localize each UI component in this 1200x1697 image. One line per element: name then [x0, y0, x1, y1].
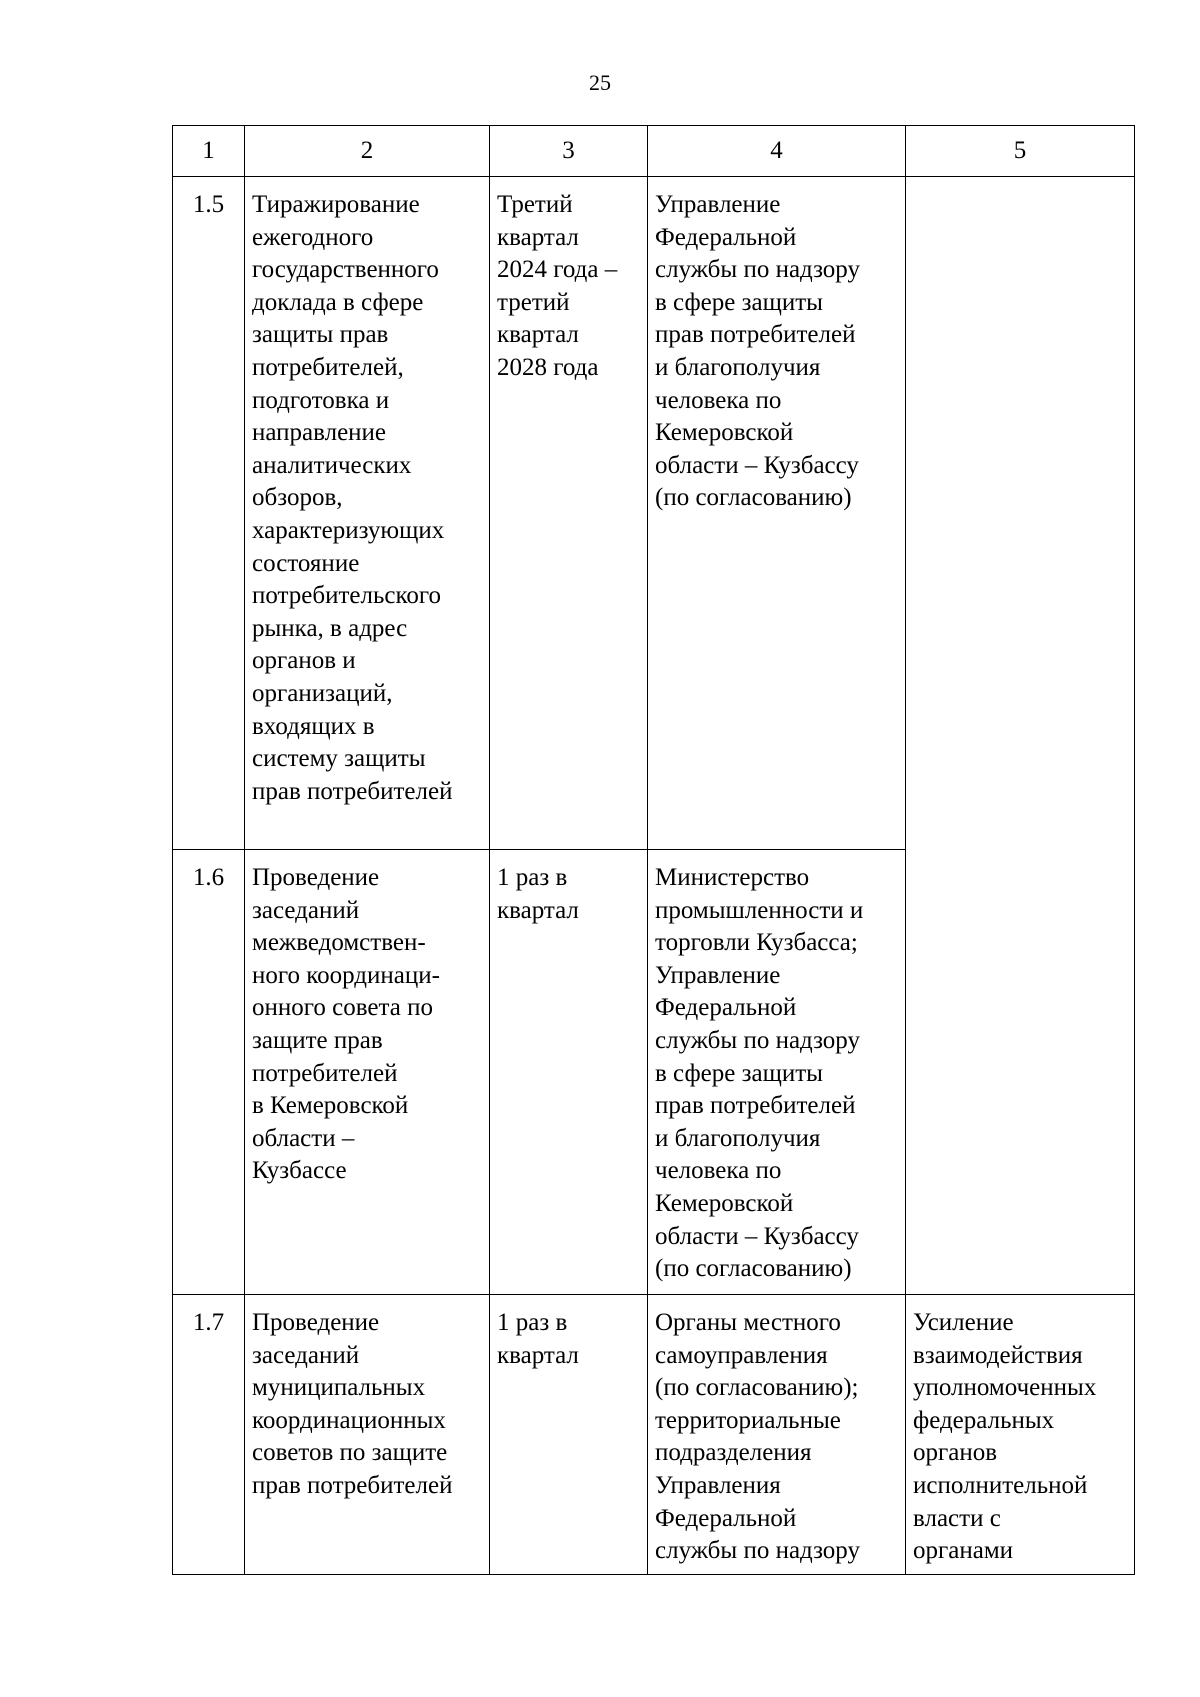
cell-line: заседаний — [252, 896, 360, 924]
cell-line: службы по надзору — [655, 256, 860, 284]
activity-cell — [245, 177, 490, 850]
cell-line: области – Кузбассу — [655, 451, 859, 479]
cell-line: территориальные — [655, 1406, 841, 1434]
cell-line: прав потребителей — [252, 1471, 453, 1499]
cell-line: потребителей — [252, 1059, 398, 1087]
column-header: 5 — [906, 126, 1135, 177]
cell-line: межведомствен- — [252, 929, 426, 957]
cell-line: доклада в сфере — [252, 288, 424, 316]
row-number: 1.5 — [173, 177, 245, 850]
cell-line: (по согласованию) — [655, 1255, 852, 1283]
cell-line: квартал — [497, 321, 579, 349]
cell-line: рынка, в адрес — [252, 614, 408, 642]
activity-cell — [245, 850, 490, 1295]
plan-table — [172, 125, 1135, 1575]
result-cell — [906, 177, 1135, 1295]
cell-line: координационных — [252, 1406, 446, 1434]
term-cell — [490, 850, 648, 1295]
cell-line: ежегодного — [252, 223, 374, 251]
cell-line: советов по защите — [252, 1439, 448, 1467]
cell-line: 1 раз в — [497, 864, 568, 891]
cell-line: 2024 года – — [497, 256, 618, 284]
cell-line: прав потребителей — [655, 1092, 856, 1120]
executor-cell — [648, 850, 906, 1295]
cell-line: прав потребителей — [252, 777, 453, 805]
cell-line: в сфере защиты — [655, 1059, 823, 1087]
cell-line: Кузбассе — [252, 1157, 347, 1185]
cell-line: человека по — [655, 386, 782, 414]
cell-line: торговли Кузбасса; — [655, 929, 858, 957]
term-cell — [490, 1295, 648, 1575]
executor-cell — [648, 1295, 906, 1575]
activity-cell — [245, 1295, 490, 1575]
cell-line: органов — [913, 1439, 998, 1467]
executor-cell — [648, 177, 906, 850]
cell-line: службы по надзору — [655, 1537, 860, 1565]
table-header-row — [173, 126, 1135, 177]
cell-line: квартал — [497, 1341, 579, 1369]
cell-line: органов и — [252, 647, 356, 675]
cell-line: состояние — [252, 549, 360, 577]
cell-line: Кемеровской — [655, 1189, 794, 1217]
cell-line: ного координаци- — [252, 961, 440, 989]
cell-line: государственного — [252, 256, 439, 284]
cell-line: Министерство — [655, 864, 810, 891]
page-number: 25 — [589, 70, 611, 95]
cell-line: Федеральной — [655, 223, 797, 251]
result-cell — [906, 1295, 1135, 1575]
cell-line: (по согласованию); — [655, 1374, 859, 1402]
cell-line: Федеральной — [655, 1504, 797, 1532]
cell-line: прав потребителей — [655, 321, 856, 349]
cell-line: самоуправления — [655, 1341, 828, 1369]
cell-line: 1 раз в — [497, 1309, 568, 1336]
term-cell — [490, 177, 648, 850]
cell-line: характеризующих — [252, 516, 445, 544]
cell-line: службы по надзору — [655, 1026, 860, 1054]
cell-line: Управление — [655, 961, 781, 989]
cell-line: Проведение — [252, 1309, 380, 1336]
cell-line: человека по — [655, 1157, 782, 1185]
cell-line: Проведение — [252, 864, 380, 891]
cell-line: обзоров, — [252, 484, 343, 512]
cell-line: Управления — [655, 1471, 781, 1499]
cell-line: муниципальных — [252, 1374, 426, 1402]
cell-line: власти с — [913, 1504, 1001, 1532]
cell-line: подготовка и — [252, 386, 390, 414]
column-header: 2 — [245, 126, 490, 177]
cell-line: области – — [252, 1124, 355, 1152]
cell-line: третий — [497, 288, 570, 316]
row-number: 1.6 — [173, 850, 245, 1295]
cell-line: подразделения — [655, 1439, 812, 1467]
cell-line: федеральных — [913, 1406, 1055, 1434]
cell-line: систему защиты — [252, 745, 426, 773]
column-header: 1 — [173, 126, 245, 177]
table-row — [173, 1295, 1135, 1575]
cell-line: исполнительной — [913, 1471, 1088, 1499]
cell-line: (по согласованию) — [655, 484, 852, 512]
cell-line: в сфере защиты — [655, 288, 823, 316]
table-row — [173, 177, 1135, 850]
cell-line: и благополучия — [655, 1124, 821, 1152]
cell-line: Управление — [655, 191, 781, 218]
cell-line: потребительского — [252, 582, 441, 610]
column-header: 4 — [648, 126, 906, 177]
cell-line: Усиление — [913, 1309, 1014, 1336]
cell-line: взаимодействия — [913, 1341, 1083, 1369]
cell-line: 2028 года — [497, 353, 599, 381]
cell-line: потребителей, — [252, 353, 404, 381]
cell-line: защиты прав — [252, 321, 389, 349]
cell-line: онного совета по — [252, 994, 433, 1022]
cell-line: защите прав — [252, 1026, 383, 1054]
cell-line: заседаний — [252, 1341, 360, 1369]
cell-line: промышленности и — [655, 896, 864, 924]
cell-line: Федеральной — [655, 994, 797, 1022]
cell-line: в Кемеровской — [252, 1092, 409, 1120]
cell-line: входящих в — [252, 712, 375, 740]
cell-line: Третий — [497, 191, 573, 218]
cell-line: органами — [913, 1537, 1014, 1565]
column-header: 3 — [490, 126, 648, 177]
cell-line: организаций, — [252, 679, 393, 707]
row-number: 1.7 — [173, 1295, 245, 1575]
cell-line: квартал — [497, 223, 579, 251]
cell-line: Органы местного — [655, 1309, 841, 1336]
cell-line: уполномоченных — [913, 1374, 1097, 1402]
cell-line: квартал — [497, 896, 579, 924]
cell-line: и благополучия — [655, 353, 821, 381]
cell-line: аналитических — [252, 451, 412, 479]
cell-line: направление — [252, 419, 387, 447]
cell-line: Кемеровской — [655, 419, 794, 447]
cell-line: области – Кузбассу — [655, 1222, 859, 1250]
cell-line: Тиражирование — [252, 191, 420, 218]
